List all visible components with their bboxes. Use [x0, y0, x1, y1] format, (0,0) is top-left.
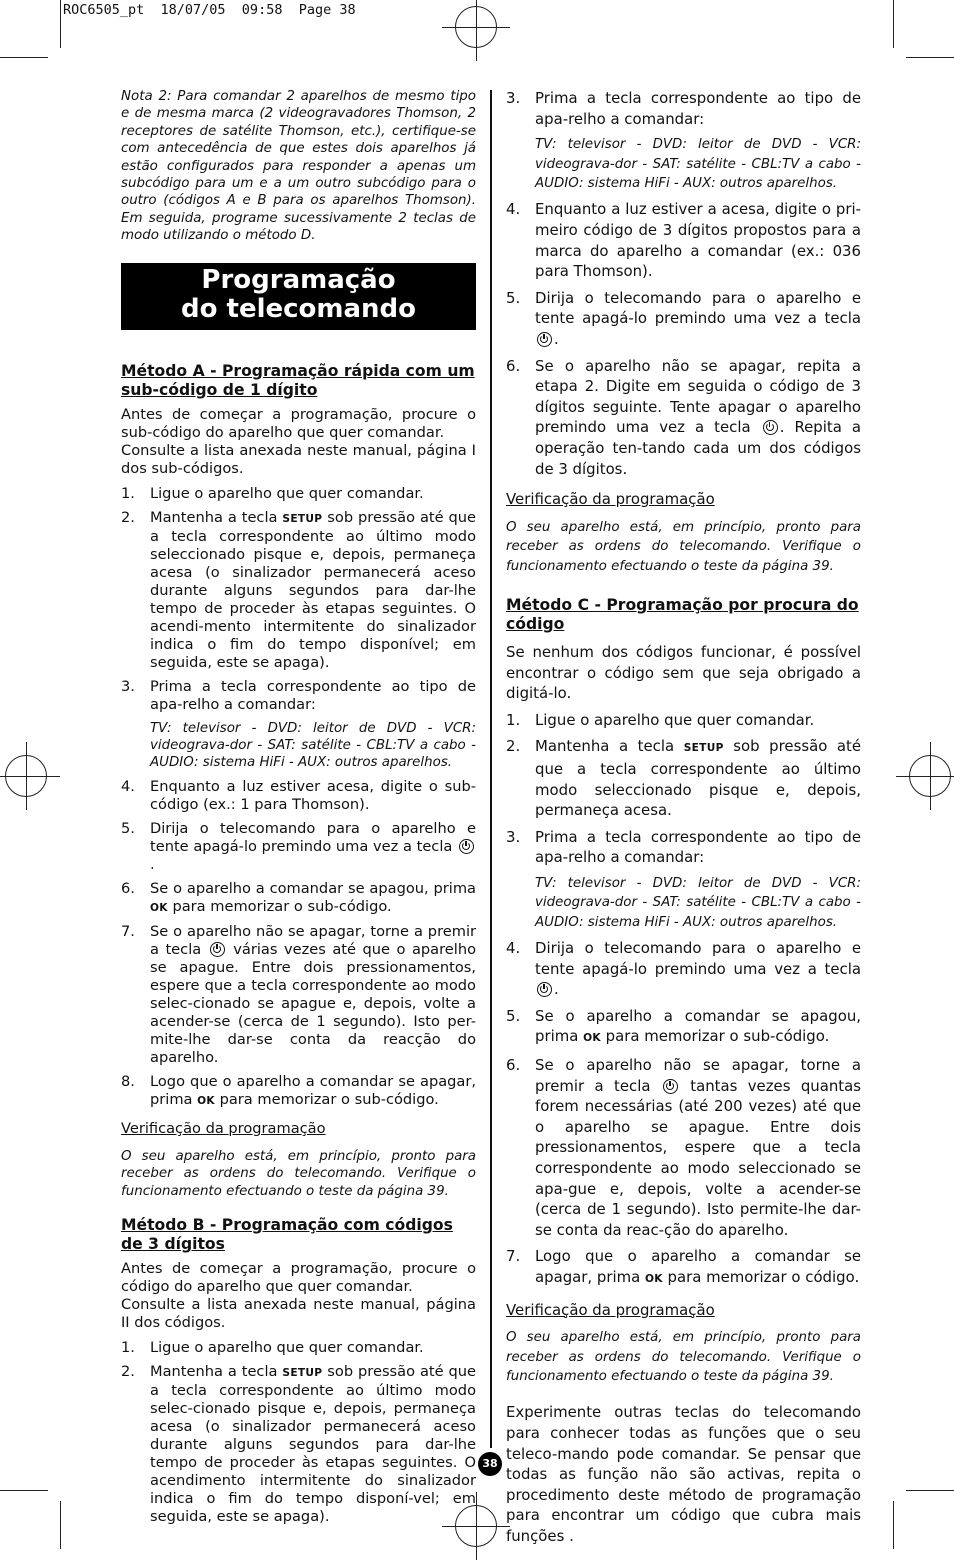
registration-mark-left — [5, 755, 47, 797]
list-item: 4. Dirija o telecomando para o aparelho e tente apagá-lo premindo uma vez a tecla . — [506, 939, 861, 999]
method-c-steps — [506, 710, 861, 1290]
method-b-steps-part2 — [506, 88, 861, 479]
registration-mark-right — [909, 755, 951, 797]
ok-key-label: OK — [644, 1273, 663, 1285]
method-a-heading: Método A - Programação rápida com um sub-código de 1 dígito — [121, 361, 475, 399]
method-b-intro-2: Consulte a lista anexada neste manual, página II dos códigos. — [121, 1296, 476, 1332]
power-icon — [459, 839, 474, 854]
method-c-intro: Se nenhum dos códigos funcionar, é possível encontrar o código sem que seja obrigado a digitá-lo. — [506, 642, 861, 703]
crop-mark-tr-h — [906, 57, 954, 58]
section-title-line2: do telecomando — [180, 293, 417, 324]
closing-paragraph: Experimente outras teclas do telecomando para conhecer todas as funções que o seu teleco-mando pode comandar. Se pensar que todas as função não são activas, repita o procedimento deste método de programação para encontrar um código que cubra mais funções . — [506, 1403, 861, 1545]
method-c-verification-text: O seu aparelho está, em princípio, pronto para receber as ordens do telecomando. Verifique o funcionamento efectuando o teste da página 39. — [506, 1330, 861, 1384]
left-column — [121, 88, 476, 1526]
list-item: 2. Mantenha a tecla SETUP sob pressão até que a tecla correspondente ao último modo selec-cionado pisque e, depois, permaneça acesa (o sinalizador permanecerá aceso durante alguns segundos para dar-lhe tempo de proceder às etapas seguintes. O acendimento intermitente do sinalizador indica o fim do tempo disponí-vel; em seguida, este se apaga). — [121, 1363, 477, 1526]
list-item: 7. Logo que o aparelho a comandar se apagar, prima OK para memorizar o código. — [506, 1247, 861, 1286]
list-item: 1. Ligue o aparelho que quer comandar. — [506, 710, 815, 729]
ok-key-label: OK — [197, 1094, 215, 1107]
registration-mark-top — [455, 6, 497, 48]
device-types: TV: televisor - DVD: leitor de DVD - VCR: videograva-dor - SAT: satélite - CBL:TV a cabo - AUDIO: sistema HiFi - AUX: outros aparelhos. — [150, 720, 476, 771]
note-2: Nota 2: Para comandar 2 aparelhos de mesmo tipo e de mesma marca (2 videogravadores Thomson, 2 receptores de satélite Thomson, etc.), certifique-se com antecedência de que estes dois aparelhos já estão configurados para responder a apenas um subcódigo para um e a um outro subcódigo para o outro (códigos A e B para os aparelhos Thomson). Em seguida, programe sucessivamente 2 teclas de modo utilizando o método D. — [121, 89, 476, 244]
method-c-heading: Método C - Programação por procura do código — [506, 595, 859, 633]
method-a-verification-heading: Verificação da programação — [121, 1119, 326, 1137]
method-b-intro: Antes de começar a programação, procure o código do aparelho que quer comandar. — [121, 1260, 476, 1296]
crop-mark-bl-h — [0, 1490, 48, 1491]
list-item: 3. Prima a tecla correspondente ao tipo de apa-relho a comandar: TV: televisor - DVD: leitor de DVD - VCR: videograva-dor - SAT: satélite - CBL:TV a cabo - AUDIO: sistema HiFi - AUX: outros aparelhos. — [506, 827, 861, 932]
list-item: 5. Dirija o telecomando para o aparelho e tente apagá-lo premindo uma vez a tecla . — [121, 819, 476, 873]
list-item: 1. Ligue o aparelho que quer comandar. — [121, 1339, 424, 1357]
crop-mark-tl-h — [0, 57, 48, 58]
setup-key-label: SETUP — [683, 742, 724, 755]
method-b-steps-part1 — [121, 1339, 476, 1526]
list-item: 6. Se o aparelho não se apagar, repita a etapa 2. Digite em seguida o código de 3 dígitos seguinte. Tente apagar o aparelho premindo uma vez a tecla . Repita a operação ten-tando cada um dos códigos de 3 dígitos. — [506, 356, 862, 478]
list-item: 7. Se o aparelho não se apagar, torne a premir a tecla várias vezes até que o aparelho se apague. Entre dois pressionamentos, espere que a tecla correspondente ao modo selec-cionado se apague e, depois, volte a acender-se (cerca de 1 segundo). Isto per-mite-lhe dar-se conta da reacção do aparelho. — [121, 922, 477, 1066]
section-title — [121, 263, 476, 330]
list-item: 3. Prima a tecla correspondente ao tipo de apa-relho a comandar: TV: televisor - DVD: leitor de DVD - VCR: videograva-dor - SAT: satélite - CBL:TV a cabo - AUDIO: sistema HiFi - AUX: outros aparelhos. — [121, 677, 476, 771]
list-item: 4. Enquanto a luz estiver acesa, digite o sub-código (ex.: 1 para Thomson). — [121, 777, 476, 813]
crop-mark-br-h — [906, 1490, 954, 1491]
setup-key-label: SETUP — [282, 1367, 323, 1380]
power-icon — [763, 420, 778, 435]
list-item: 5. Se o aparelho a comandar se apagou, prima OK para memorizar o sub-código. — [506, 1006, 861, 1046]
list-item: 2. Mantenha a tecla SETUP sob pressão até que a tecla correspondente ao último modo seleccionado pisque e, depois, permaneça acesa. — [506, 737, 862, 820]
section-title-line1: Programação — [201, 264, 396, 295]
crop-mark-bl-v — [60, 1501, 61, 1549]
list-item: 1. Ligue o aparelho que quer comandar. — [121, 484, 424, 502]
column-divider — [490, 90, 492, 1448]
crop-mark-br-v — [893, 1501, 894, 1549]
method-a-intro: Antes de começar a programação, procure o sub-código do aparelho que quer comandar. — [121, 405, 476, 441]
method-c-verification-heading: Verificação da programação — [506, 1300, 715, 1319]
method-a-verification-text: O seu aparelho está, em princípio, pronto para receber as ordens do telecomando. Verifique o funcionamento efectuando o teste da página 39. — [121, 1148, 476, 1199]
ok-key-label: OK — [583, 1032, 601, 1045]
power-icon — [210, 942, 225, 957]
list-item: 6. Se o aparelho a comandar se apagou, prima OK para memorizar o sub-código. — [121, 879, 476, 915]
setup-key-label: SETUP — [282, 512, 323, 525]
device-types: TV: televisor - DVD: leitor de DVD - VCR: videograva-dor - SAT: satélite - CBL:TV a cabo - AUDIO: sistema HiFi - AUX: outros aparelhos. — [535, 875, 861, 930]
power-icon — [537, 982, 552, 997]
power-icon — [663, 1079, 678, 1094]
ok-key-label: OK — [150, 901, 168, 914]
device-types: TV: televisor - DVD: leitor de DVD - VCR: videograva-dor - SAT: satélite - CBL:TV a cabo - AUDIO: sistema HiFi - AUX: outros aparelhos. — [535, 137, 861, 191]
list-item: 3. Prima a tecla correspondente ao tipo de apa-relho a comandar: TV: televisor - DVD: leitor de DVD - VCR: videograva-dor - SAT: satélite - CBL:TV a cabo - AUDIO: sistema HiFi - AUX: outros aparelhos. — [506, 88, 861, 193]
list-item: 5. Dirija o telecomando para o aparelho e tente apagá-lo premindo uma vez a tecla . — [506, 288, 861, 348]
crop-mark-tr-v — [893, 0, 894, 48]
page-number: 38 — [478, 1452, 502, 1476]
list-item: 6. Se o aparelho não se apagar, torne a premir a tecla tantas vezes quantas forem necessárias (até 200 vezes) até que o aparelho se apague. Entre dois pressionamentos, espere que a tecla correspondente ao modo seleccionado se apa-gue e, depois, volte a acender-se (cerca de 1 segundo). Isto permite-lhe dar-se conta da reac-ção do aparelho. — [506, 1056, 861, 1239]
crop-mark-tl-v — [60, 0, 61, 48]
list-item: 4. Enquanto a luz estiver a acesa, digite o pri-meiro código de 3 dígitos propostos para a marca do aparelho a comandar (ex.: 036 para Thomson). — [506, 200, 861, 281]
method-b-verification-text: O seu aparelho está, em princípio, pronto para receber as ordens do telecomando. Verifique o funcionamento efectuando o teste da página 39. — [506, 519, 861, 574]
power-icon — [537, 332, 552, 347]
right-column — [506, 88, 861, 1547]
list-item: 2. Mantenha a tecla SETUP sob pressão até que a tecla correspondente ao último modo seleccionado pisque e, depois, permaneça acesa (o sinalizador permanecerá aceso durante alguns segundos para dar-lhe tempo de proceder às etapas seguintes. O acendi-mento intermitente do sinalizador indica o fim do tempo disponível; em seguida, este se apaga). — [121, 508, 477, 671]
method-b-verification-heading: Verificação da programação — [506, 490, 715, 509]
list-item: 8. Logo que o aparelho a comandar se apagar, prima OK para memorizar o sub-código. — [121, 1072, 476, 1108]
print-slug: ROC6505_pt 18/07/05 09:58 Page 38 — [63, 2, 356, 18]
method-a-intro-2: Consulte a lista anexada neste manual, página I dos sub-códigos. — [121, 441, 476, 477]
method-b-heading: Método B - Programação com códigos de 3 dígitos — [121, 1216, 453, 1254]
method-a-steps — [121, 485, 476, 1110]
